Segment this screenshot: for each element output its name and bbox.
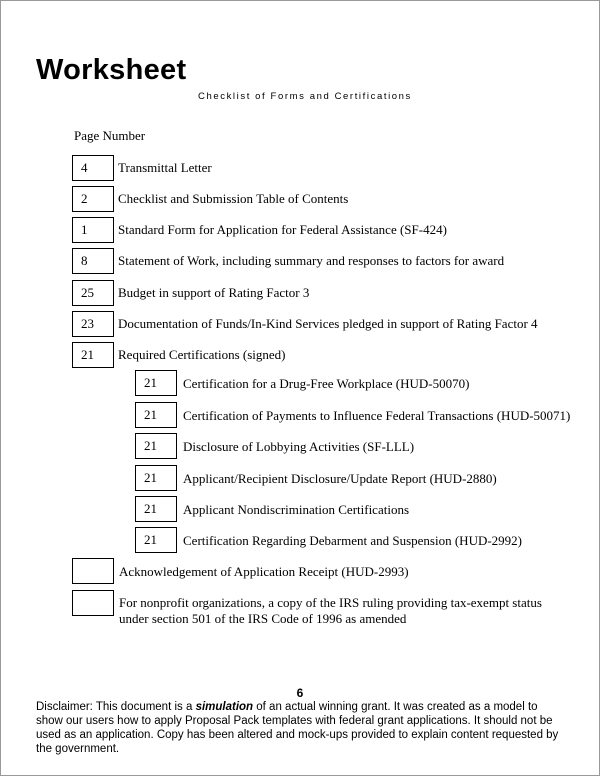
checklist-item-label: Required Certifications (signed)	[118, 347, 286, 362]
page-subtitle: Checklist of Forms and Certifications	[198, 91, 412, 102]
checklist-item-label: Acknowledgement of Application Receipt (HUD-2993)	[119, 564, 409, 579]
checklist-item-label: Budget in support of Rating Factor 3	[118, 285, 310, 300]
checklist-item-label: Standard Form for Application for Federal Assistance (SF-424)	[118, 222, 447, 237]
page-number-box[interactable]: 1	[72, 217, 114, 243]
page-number-box[interactable]	[72, 590, 114, 616]
page-number-box[interactable]: 25	[72, 280, 114, 306]
page-number-box[interactable]: 2	[72, 186, 114, 212]
checklist-item-label: Certification of Payments to Influence Federal Transactions (HUD-50071)	[183, 408, 571, 423]
page-number-box[interactable]: 4	[72, 155, 114, 181]
page-number-box[interactable]: 23	[72, 311, 114, 337]
page-number-box[interactable]: 21	[135, 402, 177, 428]
checklist-item-label: Checklist and Submission Table of Contents	[118, 191, 349, 206]
checklist-item-label: For nonprofit organizations, a copy of the IRS ruling providing tax-exempt status under section 501 of the IRS Code of 1996 as amended	[119, 595, 542, 626]
disclaimer-prefix: Disclaimer: This document is a	[36, 701, 196, 713]
page-number-box[interactable]: 21	[135, 527, 177, 553]
page-number-box[interactable]: 21	[135, 465, 177, 491]
page-number-box[interactable]: 21	[135, 496, 177, 522]
disclaimer	[36, 700, 566, 756]
disclaimer-emphasis: simulation	[195, 701, 254, 713]
disclaimer-suffix: of an actual winning grant. It was created as a model to show our users how to apply Proposal Pack templates with federal grant applications. It should not be used as an application. Copy has been altered and mock-ups provided to explain content requested by the government.	[36, 701, 559, 755]
checklist-item-label: Transmittal Letter	[118, 160, 212, 175]
page-number-box[interactable]: 21	[135, 370, 177, 396]
page-number-box[interactable]: 21	[72, 342, 114, 368]
page-number-box[interactable]	[72, 558, 114, 584]
page-title: Worksheet	[36, 54, 187, 86]
checklist-item-label: Statement of Work, including summary and responses to factors for award	[118, 253, 505, 268]
page-number-box[interactable]: 8	[72, 248, 114, 274]
checklist-item-label: Certification Regarding Debarment and Suspension (HUD-2992)	[183, 533, 523, 548]
page-number-column-label: Page Number	[74, 128, 146, 143]
checklist-item-label: Applicant/Recipient Disclosure/Update Report (HUD-2880)	[183, 471, 497, 486]
page-number-box[interactable]: 21	[135, 433, 177, 459]
checklist-item-label: Documentation of Funds/In-Kind Services pledged in support of Rating Factor 4	[118, 316, 538, 331]
checklist-item-label: Disclosure of Lobbying Activities (SF-LLL)	[183, 439, 415, 454]
checklist-item-label: Applicant Nondiscrimination Certifications	[183, 502, 410, 517]
checklist-item-label: Certification for a Drug-Free Workplace (HUD-50070)	[183, 376, 470, 391]
page-number: 6	[296, 686, 304, 700]
